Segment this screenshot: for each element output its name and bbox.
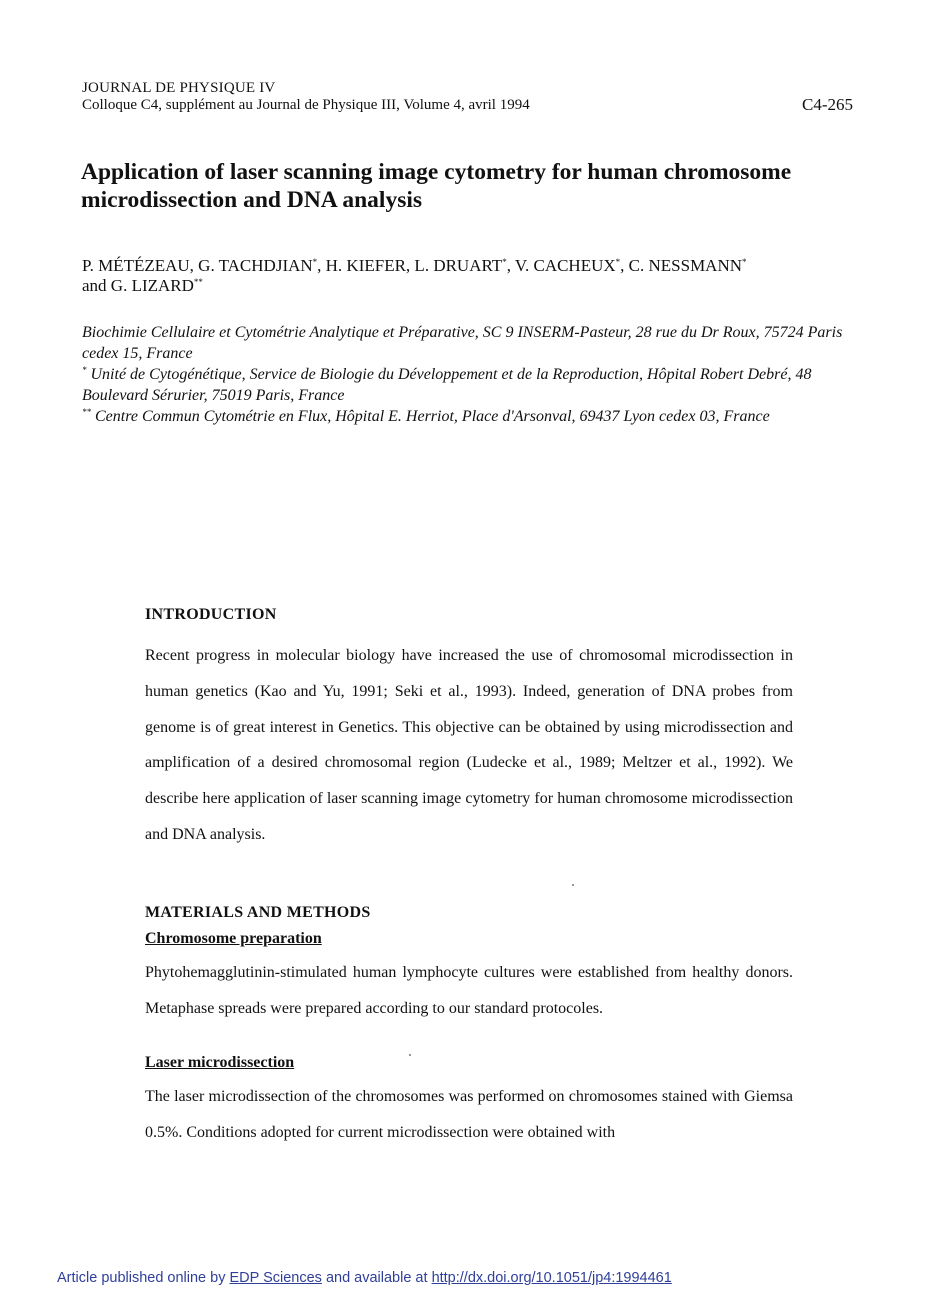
journal-issue-line: Colloque C4, supplément au Journal de Physique III, Volume 4, avril 1994 bbox=[82, 97, 530, 113]
footer-prefix: Article published online by bbox=[57, 1270, 230, 1286]
author-mark: * bbox=[615, 257, 621, 267]
section-heading-introduction: INTRODUCTION bbox=[145, 606, 277, 623]
affiliation-1 bbox=[82, 322, 872, 364]
body-content bbox=[145, 604, 793, 1151]
author-line-1 bbox=[82, 256, 872, 276]
author-mark: ** bbox=[193, 277, 203, 287]
author-text: , V. CACHEUX bbox=[506, 256, 616, 275]
paper-title: Application of laser scanning image cytometry for human chromosome microdissection and DNA analysis bbox=[81, 159, 792, 213]
publisher-link[interactable]: EDP Sciences bbox=[229, 1270, 322, 1286]
affiliation-mark: * bbox=[82, 365, 87, 375]
author-text: P. MÉTÉZEAU, G. TACHDJIAN bbox=[82, 256, 313, 275]
journal-name: JOURNAL DE PHYSIQUE IV bbox=[82, 80, 276, 96]
subsection-heading-laser-microdissection: Laser microdissection bbox=[145, 1054, 295, 1072]
footer-middle: and available at bbox=[321, 1270, 432, 1286]
scan-speck bbox=[409, 1054, 411, 1056]
author-line-2 bbox=[82, 276, 872, 296]
introduction-paragraph: Recent progress in molecular biology have increased the use of chromosomal microdissection in human genetics (Kao and Yu, 1991; Seki et al., 1993). Indeed, generation of DNA probes from genome is of great interest in Genetics. This objective can be obtained by using microdissection and amplification of a desired chromosomal region (Ludecke et al., 1989; Meltzer et al., 1992). We describe here application of laser scanning image cytometry for human chromosome microdissection and DNA analysis. bbox=[145, 647, 793, 843]
author-mark: * bbox=[502, 257, 507, 267]
affiliation-mark: ** bbox=[82, 407, 91, 417]
author-mark: * bbox=[312, 257, 318, 267]
author-list bbox=[82, 256, 872, 296]
affiliation-text: Centre Commun Cytométrie en Flux, Hôpital E. Herriot, Place d'Arsonval, 69437 Lyon cedex 03, France bbox=[91, 408, 770, 425]
affiliation-3 bbox=[82, 406, 872, 427]
laser-microdissection-paragraph: The laser microdissection of the chromosomes was performed on chromosomes stained with Giemsa 0.5%. Conditions adopted for current microdissection were obtained with bbox=[145, 1088, 793, 1142]
section-heading-methods: MATERIALS AND METHODS bbox=[145, 903, 371, 921]
page-number: C4-265 bbox=[802, 95, 853, 114]
author-text: , C. NESSMANN bbox=[620, 256, 743, 275]
affiliation-text: Unité de Cytogénétique, Service de Biologie du Développement et de la Reproduction, Hôpital Robert Debré, 48 Boulevard Sérurier, 75019 Paris, France bbox=[82, 366, 812, 404]
scan-speck bbox=[572, 884, 574, 886]
chromosome-preparation-paragraph: Phytohemagglutinin-stimulated human lymphocyte cultures were established from healthy donors. Metaphase spreads were prepared according to our standard protocoles. bbox=[145, 963, 793, 1017]
author-text: , H. KIEFER, L. DRUART bbox=[317, 256, 503, 275]
subsection-heading-chromosome-preparation: Chromosome preparation bbox=[145, 929, 322, 947]
publication-footer bbox=[57, 1270, 672, 1286]
affiliation-2 bbox=[82, 364, 872, 406]
doi-link[interactable]: http://dx.doi.org/10.1051/jp4:1994461 bbox=[431, 1270, 672, 1286]
affiliation-text: Biochimie Cellulaire et Cytométrie Analytique et Préparative, SC 9 INSERM-Pasteur, 28 rue du Dr Roux, 75724 Paris cedex 15, France bbox=[82, 324, 843, 362]
affiliations bbox=[82, 322, 872, 427]
author-text: and G. LIZARD bbox=[82, 276, 194, 295]
author-mark: * bbox=[742, 257, 747, 267]
